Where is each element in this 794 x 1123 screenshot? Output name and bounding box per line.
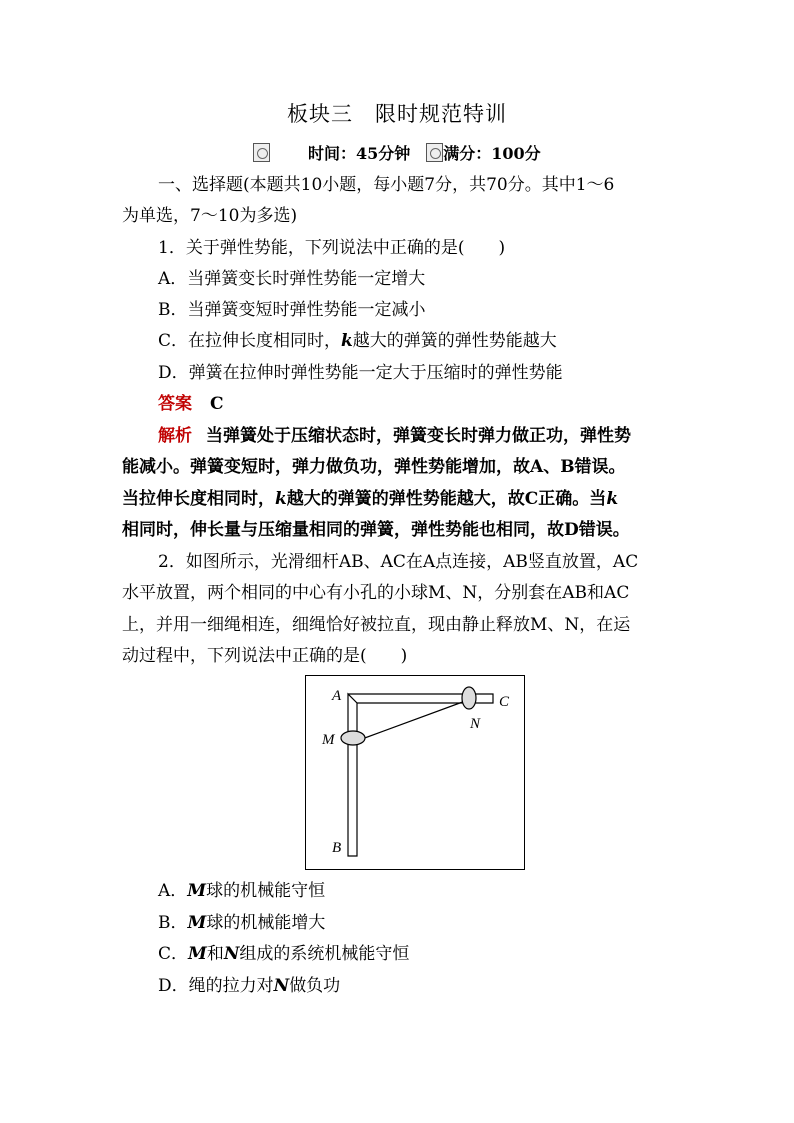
q2-option-d: D．绳的拉力对N做负功 xyxy=(158,976,341,996)
exam-meta xyxy=(253,141,541,164)
page-title: 板块三 限时规范特训 xyxy=(287,102,507,126)
score-label: 满分：100分 xyxy=(443,144,541,163)
q2-stem-1: 2．如图所示，光滑细杆AB、AC在A点连接，AB竖直放置，AC xyxy=(158,552,639,572)
rod-ab xyxy=(348,694,357,856)
q1-option-a: A．当弹簧变长时弹性势能一定增大 xyxy=(158,269,426,289)
q1-analysis-1: 解析 当弹簧处于压缩状态时，弹簧变长时弹力做正功，弹性势 xyxy=(158,426,631,446)
q1-option-d: D．弹簧在拉伸时弹性势能一定大于压缩时的弹性势能 xyxy=(158,363,563,383)
q2-stem-4: 动过程中，下列说法中正确的是( ) xyxy=(122,646,408,666)
q2-stem-3: 上，并用一细绳相连，细绳恰好被拉直，现由静止释放M、N，在运 xyxy=(122,615,631,635)
section-heading-cont: 为单选，7～10为多选) xyxy=(122,206,298,226)
string xyxy=(362,700,468,739)
label-m: M xyxy=(322,732,335,748)
label-c: C xyxy=(499,694,510,710)
label-b: B xyxy=(332,840,342,856)
q2-option-c: C．M和N组成的系统机械能守恒 xyxy=(158,944,410,964)
q2-stem-2: 水平放置，两个相同的中心有小孔的小球M、N，分别套在AB和AC xyxy=(122,583,630,603)
section-heading: 一、选择题(本题共10小题，每小题7分，共70分。其中1～6 xyxy=(158,175,615,195)
q1-option-b: B．当弹簧变短时弹性势能一定减小 xyxy=(158,300,426,320)
label-n: N xyxy=(470,716,481,732)
q1-analysis-3: 当拉伸长度相同时，k越大的弹簧的弹性势能越大，故C正确。当k xyxy=(122,489,619,509)
q1-analysis-2: 能减小。弹簧变短时，弹力做负功，弹性势能增加，故A、B错误。 xyxy=(122,457,626,477)
time-label: 时间：45分钟 xyxy=(308,144,411,163)
label-a: A xyxy=(332,688,342,704)
rod-diagram xyxy=(306,676,526,871)
q1-option-c: C．在拉伸长度相同时，k越大的弹簧的弹性势能越大 xyxy=(158,331,557,351)
ball-m xyxy=(341,731,365,745)
score-icon xyxy=(426,143,443,162)
q2-option-b: B．M球的机械能增大 xyxy=(158,913,326,933)
ball-n xyxy=(462,687,476,709)
q1-analysis-4: 相同时，伸长量与压缩量相同的弹簧，弹性势能也相同，故D错误。 xyxy=(122,520,630,540)
q1-stem: 1．关于弹性势能，下列说法中正确的是( ) xyxy=(158,238,506,258)
q2-option-a: A．M球的机械能守恒 xyxy=(158,881,326,901)
clock-icon xyxy=(253,143,270,162)
q1-answer: 答案 C xyxy=(158,394,224,414)
rod-figure xyxy=(305,675,525,870)
